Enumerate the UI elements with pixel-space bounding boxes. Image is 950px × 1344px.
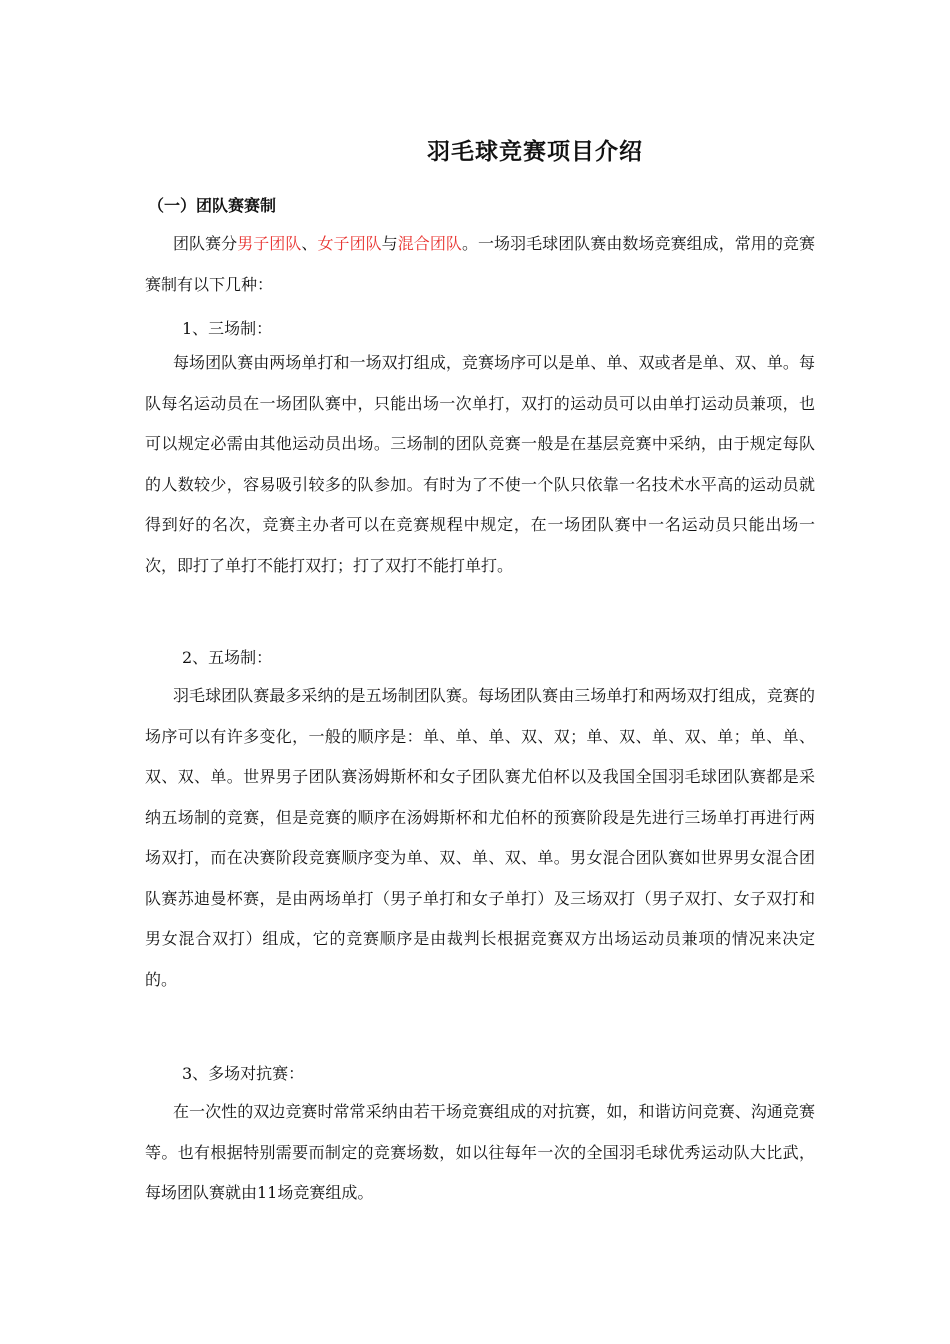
team-mixed-highlight: 混合团队 [397,234,462,253]
section-heading: （一）团队赛赛制 [148,196,277,215]
intro-separator-2: 与 [381,234,398,253]
intro-prefix: 团队赛分 [173,234,238,253]
item2-heading: 2、五场制： [182,648,273,667]
item3-heading: 3、多场对抗赛： [182,1064,305,1083]
item1-heading: 1、三场制： [182,319,273,338]
team-men-highlight: 男子团队 [237,234,302,253]
intro-suffix: 。一场羽毛球团队赛由数场竞赛组成，常用的竞赛赛制有以下几种： [145,234,815,294]
item1-text: 每场团队赛由两场单打和一场双打组成，竞赛场序可以是单、单、双或者是单、双、单。每队每名运动员在一场团队赛中，只能出场一次单打，双打的运动员可以由单打运动员兼项，也可以规定必需由其他运动员出场。三场制的团队竞赛一般是在基层竞赛中采纳，由于规定每队的人数较少，容易吸引较多的队参加。有时为了不使一个队只依靠一名技术水平高的运动员就得到好的名次，竞赛主办者可以在竞赛规程中规定，在一场团队赛中一名运动员只能出场一次，即打了单打不能打双打；打了双打不能打单打。 [145,353,815,575]
item2-paragraph [145,676,815,1000]
item3-text: 在一次性的双边竞赛时常常采纳由若干场竞赛组成的对抗赛，如，和谐访问竞赛、沟通竞赛等。也有根据特别需要而制定的竞赛场数，如以往每年一次的全国羽毛球优秀运动队大比武，每场团队赛就由11场竞赛组成。 [145,1102,815,1202]
item3-paragraph [145,1092,815,1214]
item1-paragraph [145,343,815,586]
intro-separator-1: 、 [301,234,318,253]
page-title: 羽毛球竞赛项目介绍 [427,138,643,165]
intro-paragraph [145,224,815,305]
item2-text: 羽毛球团队赛最多采纳的是五场制团队赛。每场团队赛由三场单打和两场双打组成，竞赛的场序可以有许多变化，一般的顺序是：单、单、单、双、双；单、双、单、双、单；单、单、双、双、单。世界男子团队赛汤姆斯杯和女子团队赛尤伯杯以及我国全国羽毛球团队赛都是采纳五场制的竞赛，但是竞赛的顺序在汤姆斯杯和尤伯杯的预赛阶段是先进行三场单打再进行两场双打，而在决赛阶段竞赛顺序变为单、双、单、双、单。男女混合团队赛如世界男女混合团队赛苏迪曼杯赛，是由两场单打（男子单打和女子单打）及三场双打（男子双打、女子双打和男女混合双打）组成，它的竞赛顺序是由裁判长根据竞赛双方出场运动员兼项的情况来决定的。 [145,686,815,989]
team-women-highlight: 女子团队 [317,234,382,253]
